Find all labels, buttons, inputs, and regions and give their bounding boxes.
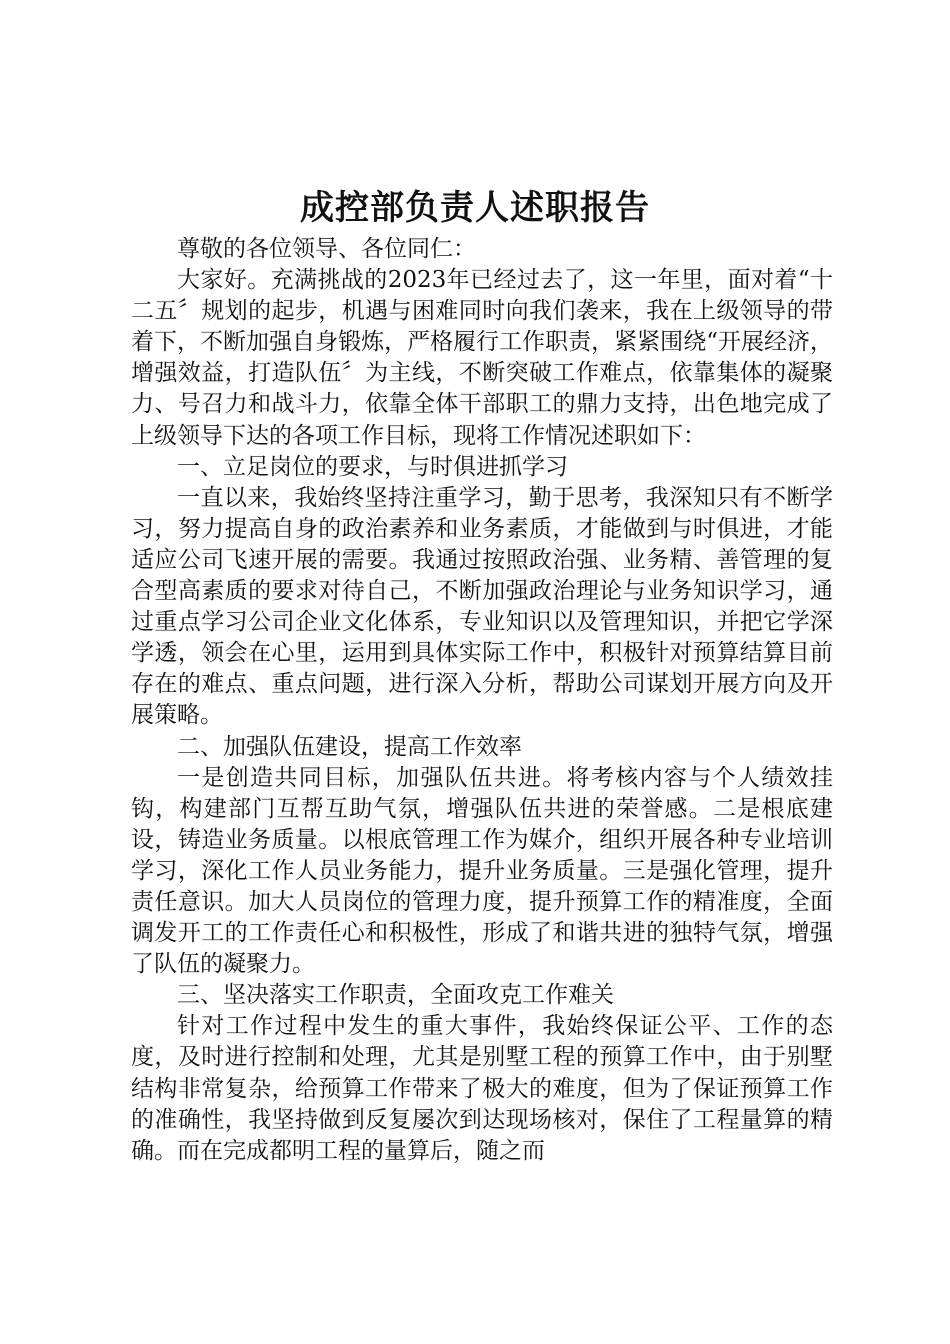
document-body: [131, 234, 833, 1167]
intro-paragraph: 大家好。充满挑战的2023年已经过去了，这一年里，面对着“十二五〞规划的起步，机遇与困难同时向我们袭来，我在上级领导的带着下，不断加强自身锻炼，严格履行工作职责，紧紧围绕“开展经济，增强效益，打造队伍〞为主线，不断突破工作难点，依靠集体的凝聚力、号召力和战斗力，依靠全体干部职工的鼎力支持，出色地完成了上级领导下达的各项工作目标，现将工作情况述职如下：: [131, 267, 833, 449]
document-title: 成控部负责人述职报告: [300, 188, 650, 228]
section-heading-2: 二、加强队伍建设，提高工作效率: [177, 733, 522, 760]
section-paragraph-1: 一直以来，我始终坚持注重学习，勤于思考，我深知只有不断学习，努力提高自身的政治素养和业务素质，才能做到与时俱进，才能适应公司飞速开展的需要。我通过按照政治强、业务精、善管理的复合型高素质的要求对待自己，不断加强政治理论与业务知识学习，通过重点学习公司企业文化体系，专业知识以及管理知识，并把它学深学透，领会在心里，运用到具体实际工作中，积极针对预算结算目前存在的难点、重点问题，进行深入分析，帮助公司谋划开展方向及开展策略。: [131, 484, 833, 729]
section-heading-1: 一、立足岗位的要求，与时俱进抓学习: [177, 453, 568, 480]
salutation: 尊敬的各位领导、各位同仁：: [177, 236, 476, 262]
section-paragraph-2: 一是创造共同目标，加强队伍共进。将考核内容与个人绩效挂钩，构建部门互帮互助气氛，增强队伍共进的荣誉感。二是根底建设，铸造业务质量。以根底管理工作为媒介，组织开展各种专业培训学习，深化工作人员业务能力，提升业务质量。三是强化管理，提升责任意识。加大人员岗位的管理力度，提升预算工作的精准度，全面调发开工的工作责任心和积极性，形成了和谐共进的独特气氛，增强了队伍的凝聚力。: [131, 764, 833, 978]
section-heading-3: 三、坚决落实工作职责，全面攻克工作难关: [177, 982, 614, 1009]
section-paragraph-3: 针对工作过程中发生的重大事件，我始终保证公平、工作的态度，及时进行控制和处理，尤其是别墅工程的预算工作中，由于别墅结构非常复杂，给预算工作带来了极大的难度，但为了保证预算工作的准确性，我坚持做到反复屡次到达现场核对，保住了工程量算的精确。而在完成都明工程的量算后，随之而: [131, 1013, 833, 1164]
